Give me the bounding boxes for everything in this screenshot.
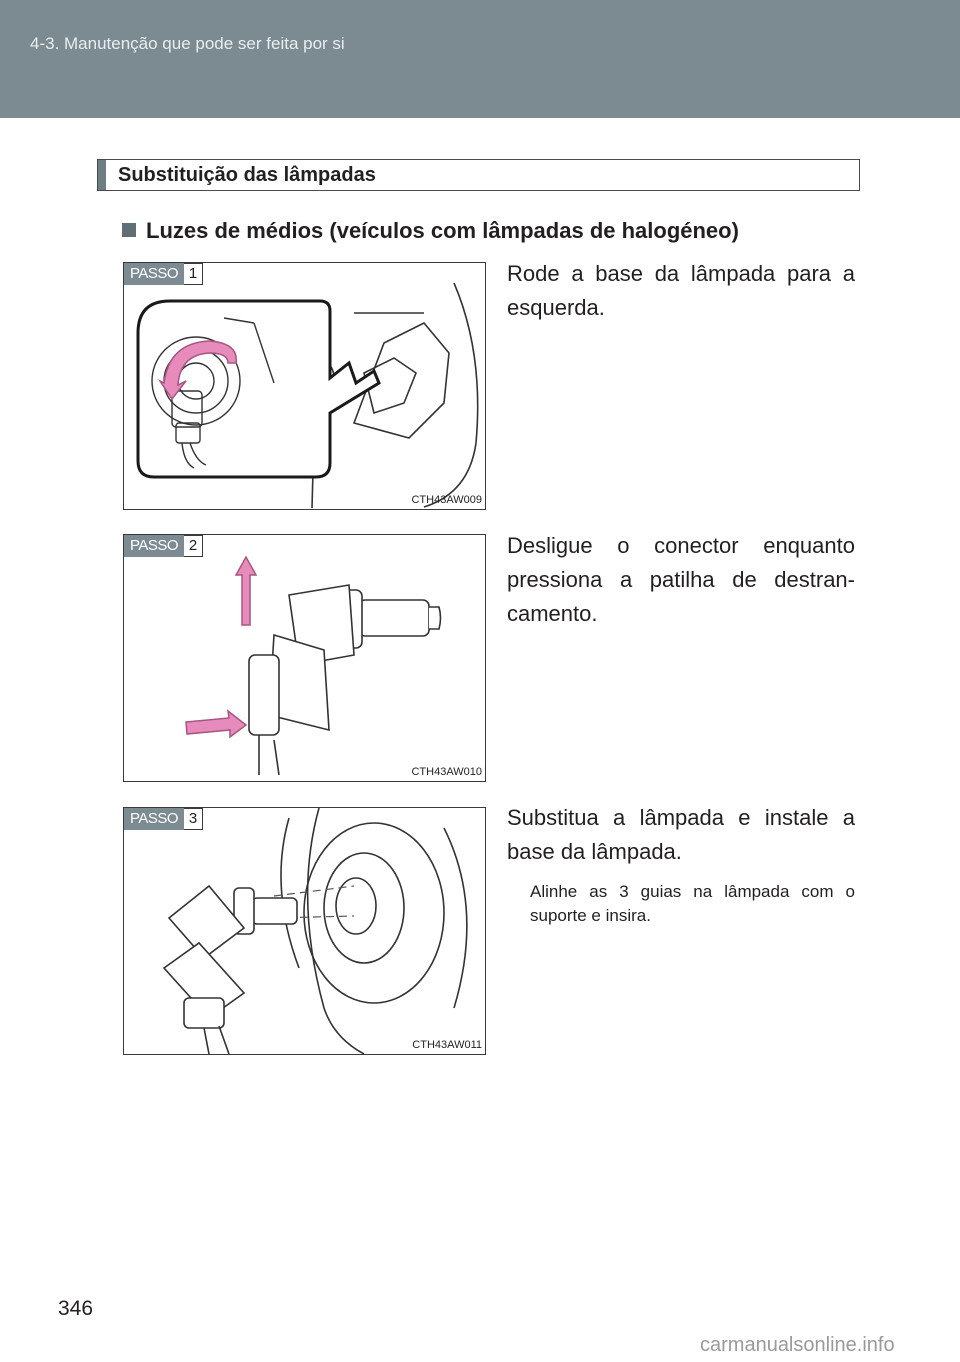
breadcrumb: 4-3. Manutenção que pode ser feita por si (30, 34, 345, 53)
page-number: 346 (58, 1297, 94, 1320)
step-3-text: Substitua a lâmpada e instale a base da lâmpada. (507, 805, 855, 864)
step-label: PASSO (124, 808, 184, 830)
section-title-box (97, 159, 860, 191)
figure-code: CTH43AW009 (411, 494, 482, 506)
figure-step-1 (123, 262, 486, 510)
figure-step-3 (123, 807, 486, 1055)
watermark: carmanualsonline.info (700, 1334, 895, 1356)
figure-code: CTH43AW011 (412, 1039, 482, 1051)
bulb-install-illustration (124, 808, 485, 1054)
section-title-accent (98, 160, 106, 190)
step-tag-1 (124, 263, 203, 285)
step-label: PASSO (124, 535, 184, 557)
step-tag-2 (124, 535, 203, 557)
figure-code: CTH43AW010 (411, 766, 482, 778)
subheading-text: Luzes de médios (veículos com lâmpadas de halogéneo) (146, 218, 739, 243)
step-number: 2 (184, 535, 203, 557)
step-tag-3 (124, 808, 203, 830)
step-number: 1 (184, 263, 203, 285)
section-title: Substituição das lâmpadas (118, 164, 376, 186)
square-bullet-icon (122, 223, 136, 237)
step-label: PASSO (124, 263, 184, 285)
headlamp-illustration-1 (124, 263, 485, 509)
step-3-note: Alinhe as 3 guias na lâmpada com o suporte e insira. (530, 882, 855, 925)
step-2-text: Desligue o conector enquanto pressiona a patilha de destran-camento. (507, 533, 855, 626)
connector-illustration (124, 535, 485, 781)
push-arrow-icon (186, 711, 246, 737)
figure-step-2 (123, 534, 486, 782)
subheading (122, 218, 739, 244)
page-header (0, 0, 960, 118)
up-arrow-icon (236, 557, 256, 625)
step-number: 3 (184, 808, 203, 830)
step-1-text: Rode a base da lâmpada para a esquerda. (507, 261, 855, 320)
